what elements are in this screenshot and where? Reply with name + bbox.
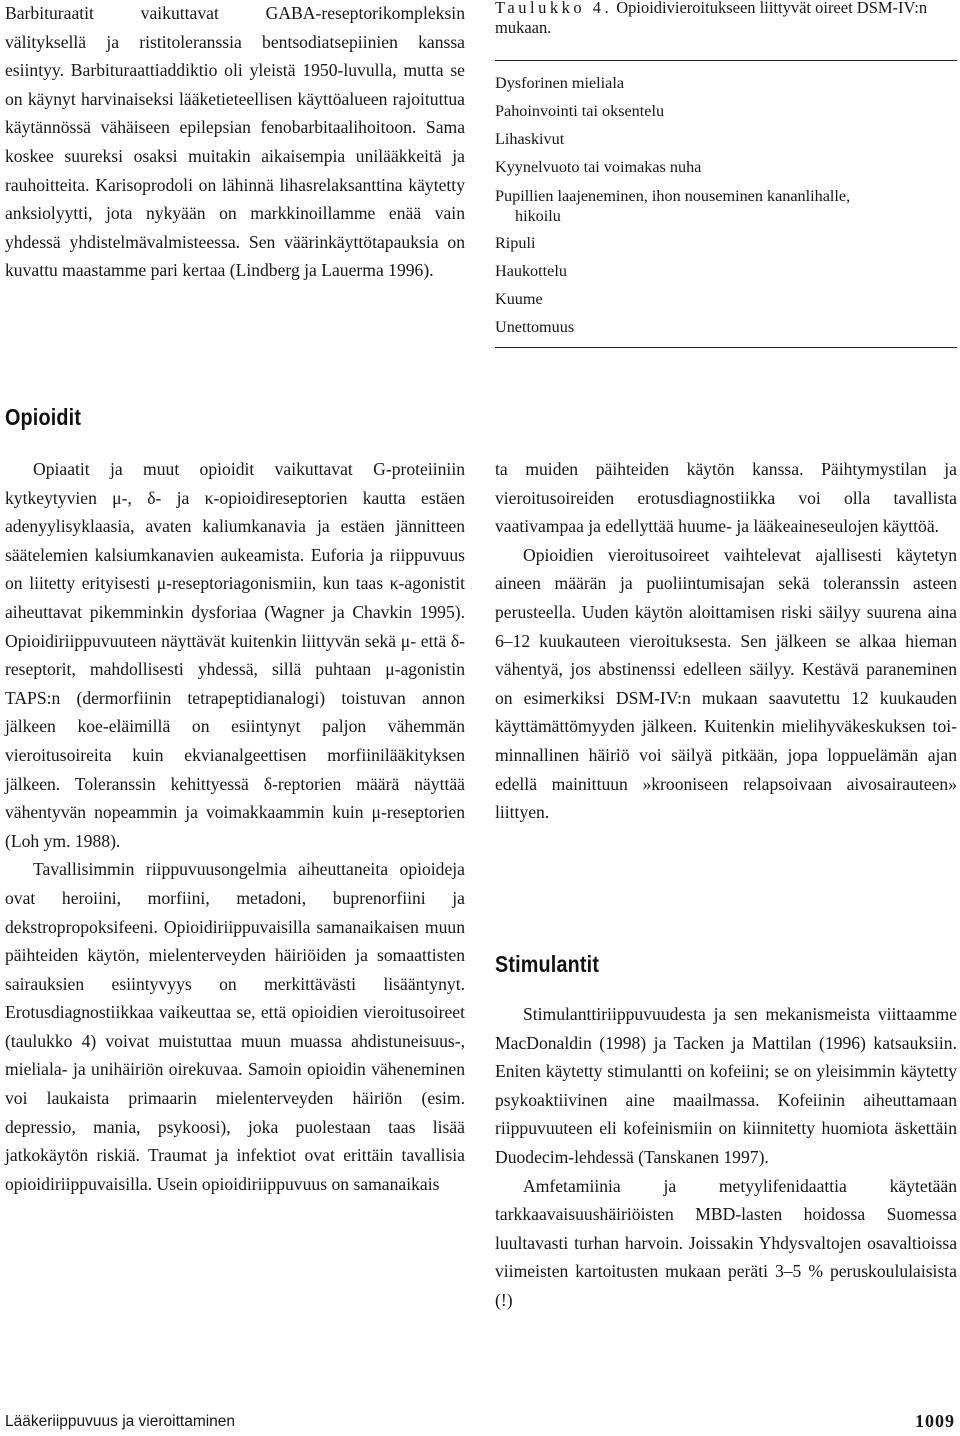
left-column bbox=[5, 455, 465, 1198]
symptom-item-line2: hikoilu bbox=[515, 207, 561, 225]
footer-title: Lääkeriippuvuus ja vieroittaminen bbox=[5, 1413, 236, 1430]
paragraph-stimulanttiriippuvuus: Stimulanttiriippuvuudesta ja sen mekanismeista viittaamme MacDonaldin (1998) ja Tacken ja Mattilan (1996) katsauksiin. Eniten käytetty stimulantti on kofeiini; se on yleisimmin käytetty psykoaktiivinen aine maailmassa. Kofeiinin aiheuttamaan riippuvuuteen eli kofeinismiin on kiinnitetty huomiota äskettäin Duodecim-lehdessä (Tanskanen 1997). bbox=[495, 1004, 957, 1167]
symptom-item bbox=[495, 181, 957, 229]
symptom-item: Dysforinen mieliala bbox=[495, 74, 625, 92]
section-heading-opioidit: Opioidit bbox=[5, 404, 82, 430]
symptom-list bbox=[495, 61, 957, 347]
right-column bbox=[495, 455, 957, 827]
paragraph-opiaatit: Opiaatit ja muut opioidit vaikuttavat G-proteiiniin kytkeytyvien μ-, δ- ja κ-opioidireseptorien kautta estäen adenyylisyklaasia, avaten kaliumkanavia ja estäen jännitteen säätelemien kalsiumkanavien aukeamista. Euforia ja riippuvuus on liitetty erityisesti μ-reseptoriagonismiin, kun taas κ-agonistit aiheuttavat pikemminkin dysforiaa (Wagner ja Chavkin 1995). Opioidiriippuvuuteen näyttävät kuitenkin liittyvän sekä μ- että δ-reseptorit, mahdollisesti yhdessä, sillä puhtaan μ-agonistin TAPS:n (dermorfiinin tetrapeptidianalogi) toistuvan annon jälkeen koe-eläimillä on esiintynyt paljon vähemmän vieroitusoireita kuin ekvianalgeettisen morfiinilääkityksen jälkeen. Toleranssin kehittyessä δ-reptorien määrä näyttää vähentyvän nopeammin ja voimakkaammin kuin μ-reseptorien (Loh ym. 1988). bbox=[5, 459, 465, 851]
section-heading-stimulantit: Stimulantit bbox=[495, 951, 600, 977]
table-caption bbox=[495, 0, 957, 38]
page-number: 1009 bbox=[915, 1411, 955, 1431]
symptom-item: Pahoinvointi tai oksentelu bbox=[495, 102, 665, 120]
table-caption-text: Opioidivieroitukseen liittyvät oireet DSM-IV:n mukaan. bbox=[495, 0, 928, 37]
symptom-item: Ripuli bbox=[495, 234, 536, 252]
symptom-item: Haukottelu bbox=[495, 262, 567, 280]
table-4 bbox=[495, 0, 957, 348]
paragraph-tavallisimmin: Tavallisimmin riippuvuusongelmia aiheuttaneita opioideja ovat heroiini, morfiini, metadoni, buprenorfiini ja dekstropropoksifeeni. Opioidiriippuvaisilla samanaikaisen muun päihteiden käytön, mielenterveyden häiriöiden ja somaattisten sairauksien esiintyvyys on merkittävästi lisääntynyt. Erotusdiagnostiikkaa vaikeuttaa se, että opioidien vieroitusoireet (taulukko 4) voivat muistuttaa muun muassa ahdistuneisuus-, mieliala- ja unihäiriön oirekuvaa. Samoin opioidin väheneminen voi laukaista primaarin mielenterveyden häiriön (esim. depressio, mania, psykoosi), joka puolestaan taas lisää jatkokäytön riskiä. Traumat ja infektiot ovat erittäin tavallisia opioidiriippuvaisilla. Usein opioidiriippuvuus on samanaikais bbox=[5, 859, 465, 1194]
symptom-item: Kyynelvuoto tai voimakas nuha bbox=[495, 158, 702, 176]
symptom-item: Kuume bbox=[495, 290, 543, 308]
table-label: Taulukko 4. bbox=[495, 0, 613, 17]
paragraph-continuation: ta muiden päihteiden käytön kanssa. Päihtymystilan ja vieroitusoireiden erotusdiagnostiikka voi olla tavallista vaativampaa ja edellyttää huume- ja lääkeaineseulojen käyttöä. bbox=[495, 459, 957, 537]
table-bottom-rule bbox=[495, 347, 957, 348]
symptom-item: Lihaskivut bbox=[495, 130, 565, 148]
stimulantit-text bbox=[495, 1000, 957, 1315]
top-left-text bbox=[5, 0, 465, 285]
symptom-item-line1: Pupillien laajeneminen, ihon nouseminen kananlihalle, bbox=[495, 187, 851, 205]
paragraph-barbituraatit: Barbituraatit vaikuttavat GABA-reseptorikompleksin välityksellä ja ristitoleranssia bentsodiatsepiinien kanssa esiintyy. Barbituraattiaddiktio oli yleistä 1950-luvulla, mutta se on käynyt harvinaiseksi lääketieteellisen käyttöalueen rajoituttua käytännössä vähäiseen epilepsian fenobarbitaalihoitoon. Sama koskee suureksi osaksi muitakin aikaisempia unilääkkeitä ja rauhoitteita. Karisoprodoli on lähinnä lihasrelaksanttina käytetty anksiolyytti, jota nykyään on markkinoillamme enää vain yhdessä yhdistelmävalmisteessa. Sen väärinkäyttötapauksia on kuvattu maastamme pari kertaa (Lindberg ja Lauerma 1996). bbox=[5, 3, 465, 281]
paragraph-amfetamiini: Amfetamiinia ja metyylifenidaattia käytetään tarkkaavaisuushäiriöisten MBD-lasten hoidossa Suomessa luultavasti turhan harvoin. Joissakin Yhdysvaltojen osavaltioissa viimeisten kartoitusten mukaan peräti 3–5 % peruskoululaisista (!) bbox=[495, 1175, 957, 1310]
symptom-item: Unettomuus bbox=[495, 318, 575, 336]
paragraph-vieroitusoireet: Opioidien vieroitusoireet vaihtelevat ajallisesti käytetyn aineen määrän ja puoliintumisajan sekä toleranssin asteen perusteella. Uuden käytön aloittamisen riski säilyy suurena aina 6–12 kuukauteen vieroituksesta. Sen jälkeen se alkaa hieman vähentyä, jos abstinenssi edelleen säilyy. Kestävä paraneminen on esimerkiksi DSM-IV:n mukaan saavutettu 12 kuukauden käyttämättömyyden jälkeen. Kuitenkin mielihyväkeskuksen toiminnallinen häiriö voi säilyä pitkään, jopa loppuelämän ajan edellä mainittuun »krooniseen relapsoivaan aivosairauteen» liittyen. bbox=[495, 544, 957, 823]
